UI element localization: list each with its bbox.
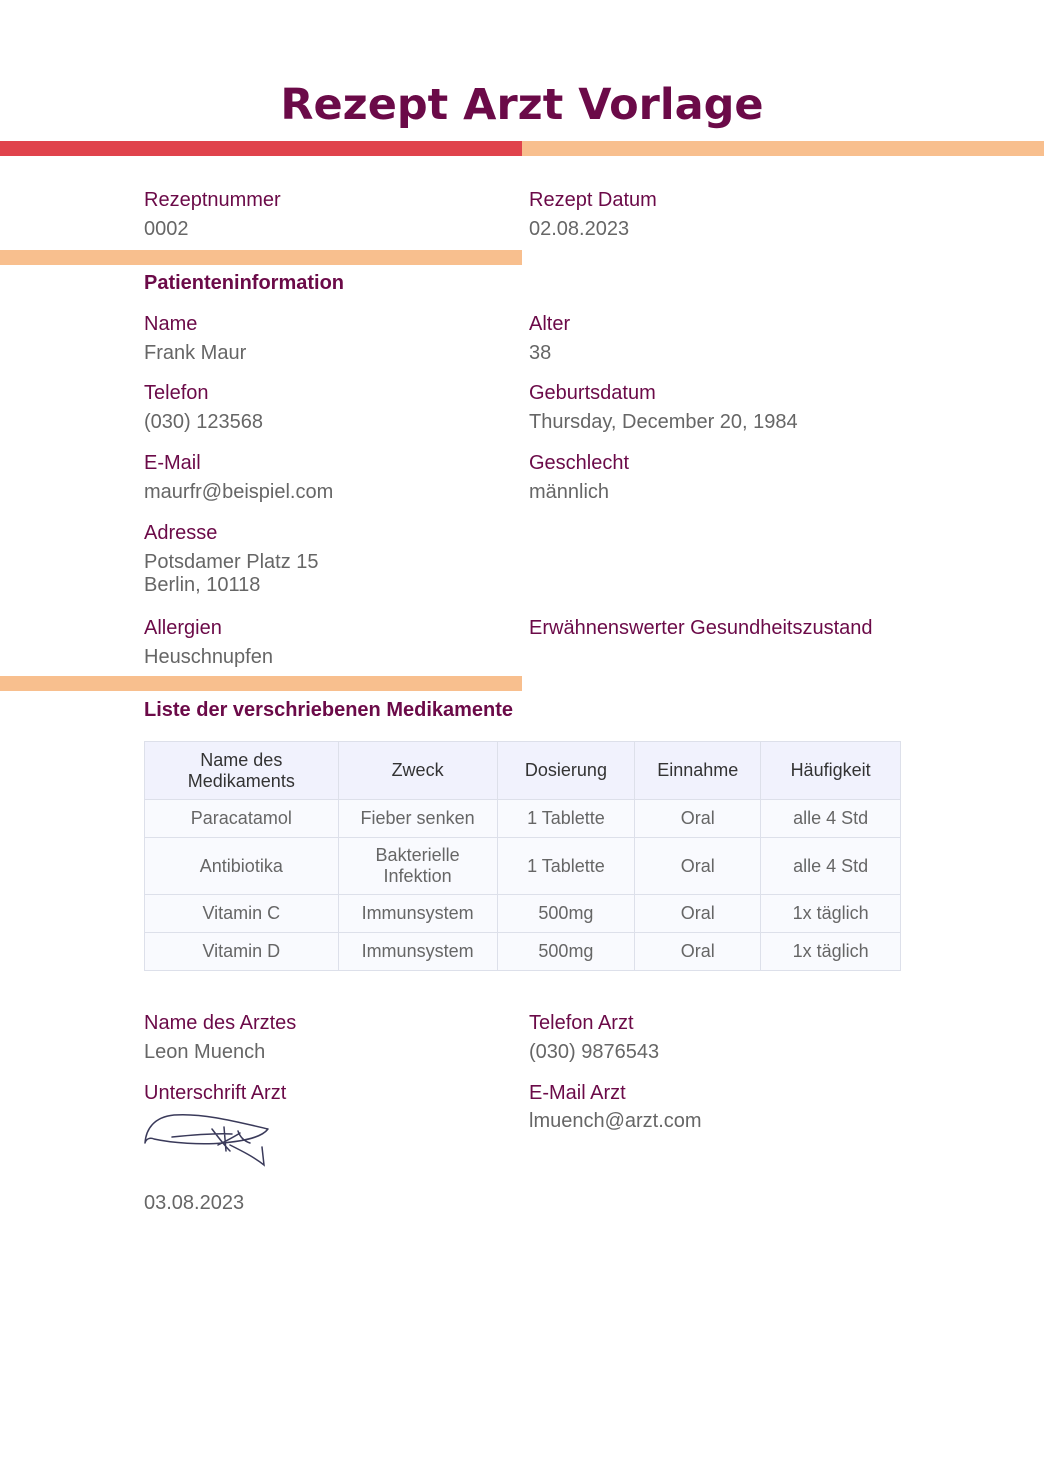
table-row bbox=[145, 800, 901, 838]
table-cell: 500mg bbox=[497, 933, 635, 971]
table-cell: Immunsystem bbox=[338, 895, 497, 933]
patient-allergien-label: Allergien bbox=[144, 617, 222, 639]
table-cell: Oral bbox=[635, 800, 761, 838]
rezept-datum-value: 02.08.2023 bbox=[529, 218, 630, 240]
arzt-email-label: E-Mail Arzt bbox=[529, 1082, 626, 1104]
arzt-name-value: Leon Muench bbox=[144, 1041, 266, 1063]
rezeptnummer-value: 0002 bbox=[144, 218, 189, 240]
arzt-telefon-label: Telefon Arzt bbox=[529, 1012, 634, 1034]
patient-zustand-label: Erwähnenswerter Gesundheitszustand bbox=[529, 617, 873, 639]
table-cell: 1x täglich bbox=[761, 933, 901, 971]
signature-image bbox=[142, 1107, 274, 1169]
rezept-datum-label: Rezept Datum bbox=[529, 189, 657, 211]
table-row bbox=[145, 933, 901, 971]
table-cell: 1 Tablette bbox=[497, 800, 635, 838]
patient-email-label: E-Mail bbox=[144, 452, 201, 474]
table-cell: Antibiotika bbox=[145, 838, 339, 895]
patient-allergien-value: Heuschnupfen bbox=[144, 646, 273, 668]
arzt-unterschrift-label: Unterschrift Arzt bbox=[144, 1082, 287, 1104]
patient-geschlecht-value: männlich bbox=[529, 481, 610, 503]
medication-table bbox=[144, 741, 901, 971]
column-header-dosierung: Dosierung bbox=[497, 742, 635, 800]
arzt-datum-value: 03.08.2023 bbox=[144, 1192, 245, 1214]
table-cell: Oral bbox=[635, 933, 761, 971]
medikamente-section-title: Liste der verschriebenen Medikamente bbox=[144, 699, 514, 721]
table-cell: Oral bbox=[635, 838, 761, 895]
header-bar-red bbox=[0, 141, 522, 156]
rezeptnummer-label: Rezeptnummer bbox=[144, 189, 281, 211]
table-cell: Oral bbox=[635, 895, 761, 933]
arzt-email-value: lmuench@arzt.com bbox=[529, 1110, 702, 1132]
table-cell: Paracatamol bbox=[145, 800, 339, 838]
table-cell: Vitamin D bbox=[145, 933, 339, 971]
table-cell: alle 4 Std bbox=[761, 800, 901, 838]
header-bar-peach bbox=[522, 141, 1044, 156]
patient-adresse-line1: Potsdamer Platz 15 bbox=[144, 551, 319, 573]
table-cell: Vitamin C bbox=[145, 895, 339, 933]
patient-telefon-label: Telefon bbox=[144, 382, 209, 404]
patient-geburtsdatum-label: Geburtsdatum bbox=[529, 382, 656, 404]
table-cell: Bakterielle Infektion bbox=[338, 838, 497, 895]
table-header-row bbox=[145, 742, 901, 800]
table-cell: Immunsystem bbox=[338, 933, 497, 971]
arzt-telefon-value: (030) 9876543 bbox=[529, 1041, 660, 1063]
arzt-name-label: Name des Arztes bbox=[144, 1012, 297, 1034]
patient-email-value: maurfr@beispiel.com bbox=[144, 481, 334, 503]
table-row bbox=[145, 895, 901, 933]
column-header-einnahme: Einnahme bbox=[635, 742, 761, 800]
divider-bar bbox=[0, 676, 522, 691]
patient-alter-label: Alter bbox=[529, 313, 571, 335]
table-cell: 1x täglich bbox=[761, 895, 901, 933]
patient-alter-value: 38 bbox=[529, 342, 552, 364]
table-cell: Fieber senken bbox=[338, 800, 497, 838]
patient-name-label: Name bbox=[144, 313, 198, 335]
patient-adresse-label: Adresse bbox=[144, 522, 218, 544]
patient-telefon-value: (030) 123568 bbox=[144, 411, 263, 433]
table-cell: 500mg bbox=[497, 895, 635, 933]
column-header-haeufigkeit: Häufigkeit bbox=[761, 742, 901, 800]
table-cell: 1 Tablette bbox=[497, 838, 635, 895]
divider-bar bbox=[0, 250, 522, 265]
table-cell: alle 4 Std bbox=[761, 838, 901, 895]
patient-geburtsdatum-value: Thursday, December 20, 1984 bbox=[529, 411, 798, 433]
patient-adresse-line2: Berlin, 10118 bbox=[144, 574, 261, 596]
document-title: Rezept Arzt Vorlage bbox=[280, 80, 764, 130]
column-header-zweck: Zweck bbox=[338, 742, 497, 800]
column-header-medikament: Name des Medikaments bbox=[145, 742, 339, 800]
patient-geschlecht-label: Geschlecht bbox=[529, 452, 630, 474]
table-row bbox=[145, 838, 901, 895]
patient-name-value: Frank Maur bbox=[144, 342, 247, 364]
patient-section-title: Patienteninformation bbox=[144, 272, 345, 294]
